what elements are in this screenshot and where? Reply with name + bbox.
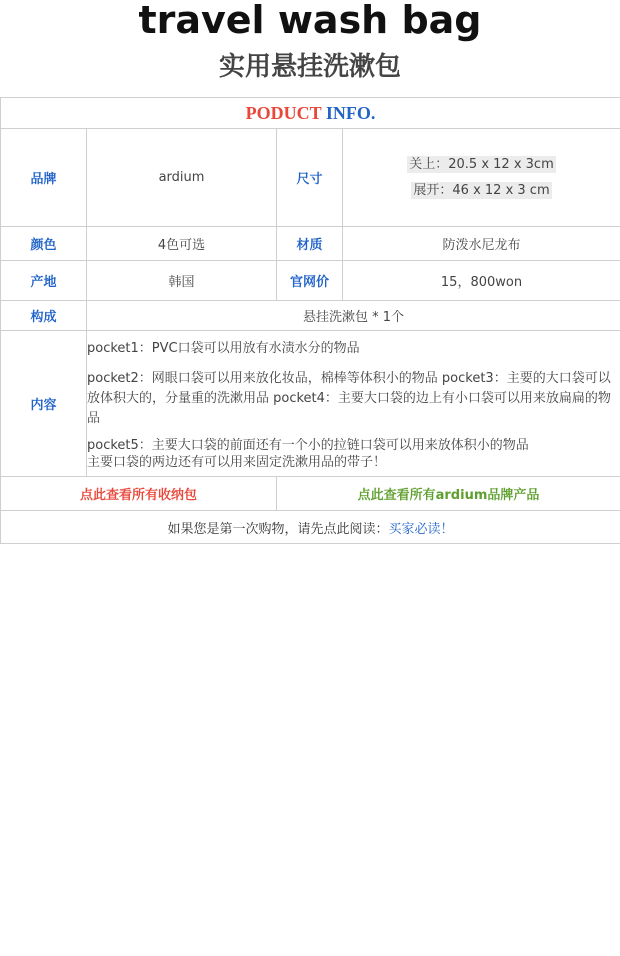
composition-label: 构成 [1, 301, 87, 331]
contents-pocket5: pocket5：主要大口袋的前面还有一个小的拉链口袋可以用来放体积小的物品 [87, 438, 529, 453]
contents-label: 内容 [1, 331, 87, 477]
contents-value [87, 331, 620, 477]
product-info-heading [1, 98, 620, 129]
price-value: 15，800won [343, 261, 620, 301]
color-value: 4色可选 [87, 227, 277, 261]
size-value [343, 129, 620, 227]
size-open: 展开：46 x 12 x 3 cm [413, 182, 550, 198]
price-label: 官网价 [277, 261, 343, 301]
material-label: 材质 [277, 227, 343, 261]
page-subtitle: 实用悬挂洗漱包 [218, 52, 401, 82]
heading-part-red: PODUCT [245, 102, 322, 123]
page-title: travel wash bag [138, 0, 482, 42]
contents-straps: 主要口袋的两边还有可以用来固定洗漱用品的带子！ [87, 455, 387, 470]
buyer-guide-link[interactable]: 买家必读！ [388, 521, 454, 537]
material-value: 防泼水尼龙布 [343, 227, 620, 261]
size-label: 尺寸 [277, 129, 343, 227]
product-info-table [0, 97, 620, 544]
composition-value: 悬挂洗漱包 * 1个 [87, 301, 620, 331]
origin-label: 产地 [1, 261, 87, 301]
origin-value: 韩国 [87, 261, 277, 301]
brand-label: 品牌 [1, 129, 87, 227]
heading-part-blue: INFO. [325, 102, 376, 123]
all-bags-link[interactable]: 点此查看所有收纳包 [1, 477, 277, 511]
contents-pocket1: pocket1：PVC口袋可以用放有水渍水分的物品 [87, 341, 360, 356]
brand-value: ardium [87, 129, 277, 227]
notice-text: 如果您是第一次购物，请先点此阅读： [167, 521, 389, 537]
color-label: 颜色 [1, 227, 87, 261]
buyer-notice [1, 511, 620, 544]
all-brand-link[interactable]: 点此查看所有ardium品牌产品 [277, 477, 620, 511]
contents-pocket2-4: pocket2：网眼口袋可以用来放化妆品，棉棒等体积小的物品 pocket3：主要的大口袋可以放体积大的，分量重的洗漱用品 pocket4：主要大口袋的边上有小口袋可以用来放扁扁的物品 [87, 371, 611, 426]
size-closed: 关上：20.5 x 12 x 3cm [409, 156, 554, 172]
